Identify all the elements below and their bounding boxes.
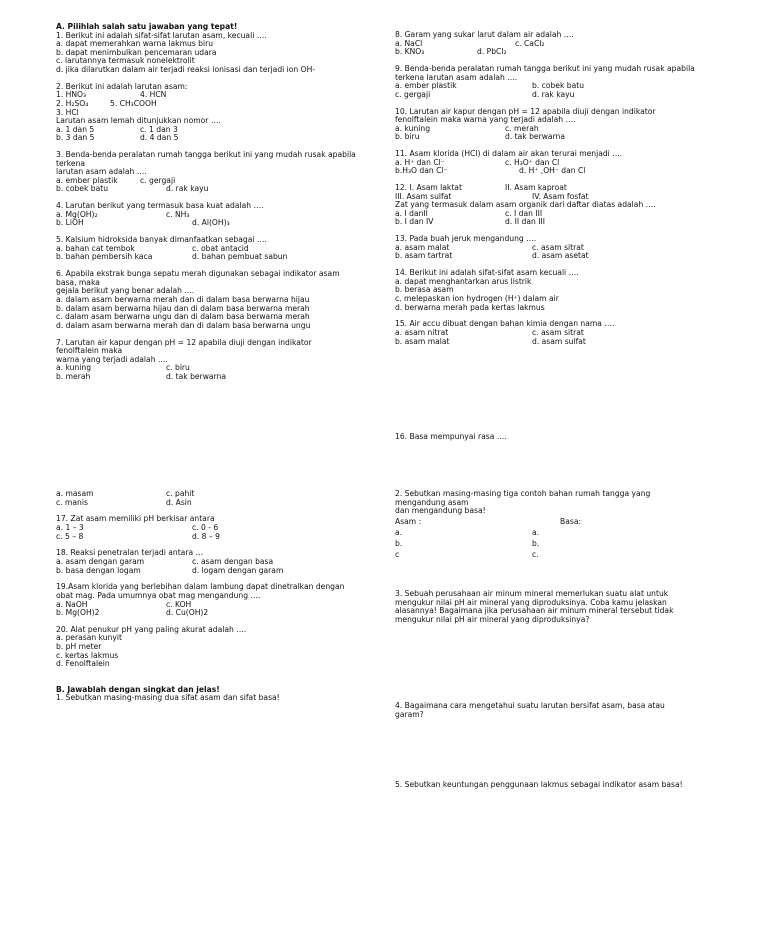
option-b: b. LiOH <box>56 218 84 228</box>
question-13 <box>395 235 715 261</box>
option-b: b. cobek batu <box>532 81 585 91</box>
option-d: d. asam asetat <box>532 251 589 261</box>
question-stem: 11. Asam klorida (HCl) di dalam air akan terurai menjadi …. <box>395 149 623 159</box>
left-column-lower <box>56 490 356 703</box>
question-17 <box>56 515 356 541</box>
option-c: c. I dan III <box>505 208 543 218</box>
question-19 <box>56 583 356 617</box>
option-b: b. cobek batu <box>56 184 109 194</box>
question-stem: 5. Kalsium hidroksida banyak dimanfaatkan sebagai …. <box>56 235 267 245</box>
option-b: b. asam tartrat <box>395 251 453 261</box>
question-stem-2: gejala berikut yang benar adalah …. <box>56 286 195 296</box>
list-item-4: 4. HCN <box>140 90 167 100</box>
option-a: a. ember plastik <box>56 175 118 185</box>
essay-question-2 <box>395 490 715 560</box>
question-stem: 18. Reaksi penetralan terjadi antara … <box>56 548 204 558</box>
question-9 <box>395 65 715 99</box>
asam-label: Asam : <box>395 516 422 526</box>
left-column <box>56 23 356 382</box>
question-stem: 5. Sebutkan keuntungan penggunaan lakmus sebagai indikator asam basa! <box>395 780 683 789</box>
option-a: a. NaCl <box>395 38 423 48</box>
question-stem: 17. Zat asam memiliki pH berkisar antara <box>56 514 215 524</box>
option-d: d. rak kayu <box>166 184 209 194</box>
option-d: d. tak berwarna <box>166 371 227 381</box>
option-b: b.H₃O dan Cl⁻ <box>395 166 448 176</box>
question-3 <box>56 151 356 194</box>
question-8 <box>395 31 715 57</box>
option-b: b. basa dengan logam <box>56 565 141 575</box>
option-b: b. bahan pembersih kaca <box>56 252 153 262</box>
basa-answer-c: c. <box>532 549 539 559</box>
right-column <box>395 31 715 346</box>
option-a: a. ember plastik <box>395 81 457 91</box>
basa-answer-a: a. <box>532 527 540 537</box>
list-item-5: 5. CH₃COOH <box>110 98 157 108</box>
question-stem: 14. Berikut ini adalah sifat-sifat asam kecuali …. <box>395 268 579 278</box>
essay-question-1: 1. Sebutkan masing-masing dua sifat asam dan sifat basa! <box>56 693 280 703</box>
option-c: c. KOH <box>166 599 192 609</box>
option-b: b. KNO₃ <box>395 47 425 57</box>
question-6 <box>56 270 356 330</box>
option-c: c. asam sitrat <box>532 327 584 337</box>
option-c: c. dalam asam berwarna ungu dan di dalam basa berwarna merah <box>56 312 310 322</box>
option-b: c. 5 – 8 <box>56 531 84 541</box>
question-stem: 9. Benda-benda peralatan rumah tangga berikut ini yang mudah rusak apabila terkena larutan asam adalah …. <box>395 63 695 82</box>
list-item-2: II. Asam kaproat <box>505 183 567 193</box>
option-a: a. bahan cat tembok <box>56 243 135 253</box>
essay-question-3 <box>395 590 707 624</box>
option-d: d. asam sulfat <box>532 336 586 346</box>
option-a: a. perasan kunyit <box>56 633 122 643</box>
question-stem: 1. Berikut ini adalah sifat-sifat larutan asam, kecuali …. <box>56 30 267 40</box>
list-item-1: 1. HNO₃ <box>56 90 87 100</box>
option-c: c. gergaji <box>395 89 431 99</box>
question-stem: 7. Larutan air kapur dengan pH = 12 apabila diuji dengan indikator fenolftalein maka <box>56 337 312 356</box>
option-a: a. Mg(OH)₂ <box>56 209 98 219</box>
question-stem: 3. Sebuah perusahaan air minum mineral memerlukan suatu alat untuk mengukur nilai pH air mineral yang diproduksinya. Coba kamu jelaskan alasannya! Bagaimana jika perusahaan air minum mineral tersebut tidak mengukur nilai pH air mineral yang diproduksinya? <box>395 589 674 624</box>
option-c: c. gergaji <box>140 175 176 185</box>
option-c: c. asam sitrat <box>532 242 584 252</box>
list-item-2: 2. H₂SO₄ <box>56 98 89 108</box>
question-12 <box>395 184 715 227</box>
question-stem: 13. Pada buah jeruk mengandung …. <box>395 234 537 244</box>
option-d: d. H⁺ ,OH⁻ dan Cl <box>519 166 586 176</box>
option-d: d. rak kayu <box>532 89 575 99</box>
option-b: b. dalam asam berwarna hijau dan di dalam basa berwarna merah <box>56 303 310 313</box>
option-c: c. melepaskan ion hydrogen (H⁺) dalam air <box>395 293 559 303</box>
option-d: d. jika dilarutkan dalam air terjadi reaksi ionisasi dan terjadi ion OH- <box>56 64 316 74</box>
question-16 <box>395 433 715 442</box>
option-a: a. asam nitrat <box>395 327 449 337</box>
option-b: b. pH meter <box>56 642 102 652</box>
essay-question-4 <box>395 702 695 719</box>
option-b: b. merah <box>56 371 91 381</box>
option-a: a. dapat menghantarkan arus listrik <box>395 276 532 286</box>
option-d: d. dalam asam berwarna merah dan di dalam basa berwarna ungu <box>56 320 311 330</box>
option-a: a. dapat memerahkan warna lakmus biru <box>56 39 214 49</box>
question-stem: Zat yang termasuk dalam asam organik dari daftar diatas adalah …. <box>395 200 656 210</box>
question-stem: 2. Berikut ini adalah larutan asam: <box>56 81 188 91</box>
option-b: b. Mg(OH)2 <box>56 608 100 618</box>
list-item-1: 12. I. Asam laktat <box>395 183 462 193</box>
option-c: c. H₃O⁺ dan Cl <box>505 157 560 167</box>
question-stem-2: Larutan asam lemah ditunjukkan nomor …. <box>56 116 221 126</box>
option-b: b. asam malat <box>395 336 450 346</box>
option-a: a. kuning <box>56 363 92 373</box>
asam-answer-b: b. <box>395 538 403 548</box>
question-4 <box>56 202 356 228</box>
option-d: d. berwarna merah pada kertas lakmus <box>395 302 545 312</box>
option-c: c. merah <box>505 123 539 133</box>
question-stem: 19.Asam klorida yang berlebihan dalam lambung dapat dinetralkan dengan obat mag. Pada umumnya obat mag mengandung …. <box>56 582 345 600</box>
essay-question-5 <box>395 781 695 790</box>
option-d: d. PbCl₂ <box>477 47 507 57</box>
question-10 <box>395 108 715 142</box>
question-stem-2: warna yang terjadi adalah …. <box>56 354 168 364</box>
question-16-options <box>56 490 356 507</box>
question-stem: 20. Alat penukur pH yang paling akurat adalah …. <box>56 624 247 634</box>
section-a-heading: A. Pilihlah salah satu jawaban yang tepat! <box>56 22 238 31</box>
option-d: d. Asin <box>166 497 192 507</box>
list-item-4: IV. Asam fosfat <box>532 191 589 201</box>
option-d: d. Fenolftalein <box>56 659 110 669</box>
question-stem-2: larutan asam adalah …. <box>56 167 147 177</box>
option-d: d. Al(OH)₃ <box>192 218 230 228</box>
option-d: d. 4 dan 5 <box>140 133 179 143</box>
question-stem-2: dan mengandung basa! <box>395 506 486 516</box>
asam-answer-a: a. <box>395 527 403 537</box>
option-c: c. biru <box>166 363 190 373</box>
basa-label: Basa: <box>560 516 582 526</box>
option-b: b. dapat menimbulkan pencemaran udara <box>56 47 217 57</box>
option-a: a. asam malat <box>395 242 450 252</box>
option-c: c. kertas lakmus <box>56 650 119 660</box>
question-stem: 4. Larutan berikut yang termasuk basa kuat adalah …. <box>56 201 264 211</box>
question-1 <box>56 32 356 75</box>
question-14 <box>395 269 715 312</box>
option-b: b. I dan IV <box>395 217 434 227</box>
question-2 <box>56 83 356 143</box>
question-15 <box>395 320 715 346</box>
option-c: c. 0 - 6 <box>192 522 219 532</box>
option-c: c. NH₃ <box>166 209 190 219</box>
option-d: d. II dan III <box>505 217 545 227</box>
question-stem: 16. Basa mempunyai rasa …. <box>395 432 507 441</box>
option-c: c. CaCl₂ <box>515 38 545 48</box>
question-stem: 4. Bagaimana cara mengetahui suatu larutan bersifat asam, basa atau garam? <box>395 701 665 719</box>
basa-answer-b: b. <box>532 538 540 548</box>
question-7 <box>56 339 356 382</box>
option-b: b. biru <box>395 132 420 142</box>
option-c: c. obat antacid <box>192 243 249 253</box>
question-stem: 3. Benda-benda peralatan rumah tangga berikut ini yang mudah rusak apabila terkena <box>56 150 356 168</box>
question-5 <box>56 236 356 262</box>
option-c: c. larutannya termasuk nonelektrolit <box>56 56 195 66</box>
option-a: a. asam dengan garam <box>56 556 145 566</box>
option-b: c. manis <box>56 497 88 507</box>
option-c: c. asam dengan basa <box>192 556 274 566</box>
option-a: a. kuning <box>395 123 431 133</box>
question-stem: 15. Air accu dibuat dengan bahan kimia dengan nama …. <box>395 319 615 329</box>
option-a: a. 1 – 3 <box>56 522 84 532</box>
list-item-3: 3. HCl <box>56 107 79 117</box>
option-d: d. logam dengan garam <box>192 565 284 575</box>
option-d: d. bahan pembuat sabun <box>192 252 288 262</box>
question-stem: 2. Sebutkan masing-masing tiga contoh bahan rumah tangga yang mengandung asam <box>395 489 651 507</box>
asam-answer-c: c <box>395 549 400 559</box>
option-a: a. NaOH <box>56 599 88 609</box>
question-20 <box>56 626 356 669</box>
option-c: c. pahit <box>166 489 195 498</box>
option-d: d. 8 – 9 <box>192 531 220 541</box>
option-a: a. masam <box>56 489 94 498</box>
question-stem: 10. Larutan air kapur dengan pH = 12 apabila diuji dengan indikator fenolftalein maka warna yang terjadi adalah …. <box>395 106 656 125</box>
option-c: c. 1 dan 3 <box>140 124 178 134</box>
option-b: b. 3 dan 5 <box>56 133 95 143</box>
option-a: a. 1 dan 5 <box>56 124 95 134</box>
option-a: a. I danII <box>395 208 428 218</box>
question-stem: 6. Apabila ekstrak bunga sepatu merah digunakan sebagai indikator asam basa, maka <box>56 269 340 287</box>
question-stem: 8. Garam yang sukar larut dalam air adalah …. <box>395 30 574 39</box>
option-d: d. tak berwarna <box>505 132 566 142</box>
question-18 <box>56 549 356 575</box>
option-b: b. berasa asam <box>395 285 454 295</box>
question-11 <box>395 150 715 176</box>
option-a: a. H⁺ dan Cl⁻ <box>395 157 445 167</box>
option-a: a. dalam asam berwarna merah dan di dalam basa berwarna hijau <box>56 294 310 304</box>
list-item-3: III. Asam sulfat <box>395 191 452 201</box>
section-b-heading: B. Jawablah dengan singkat dan jelas! <box>56 684 220 694</box>
option-d: d. Cu(OH)2 <box>166 608 209 618</box>
